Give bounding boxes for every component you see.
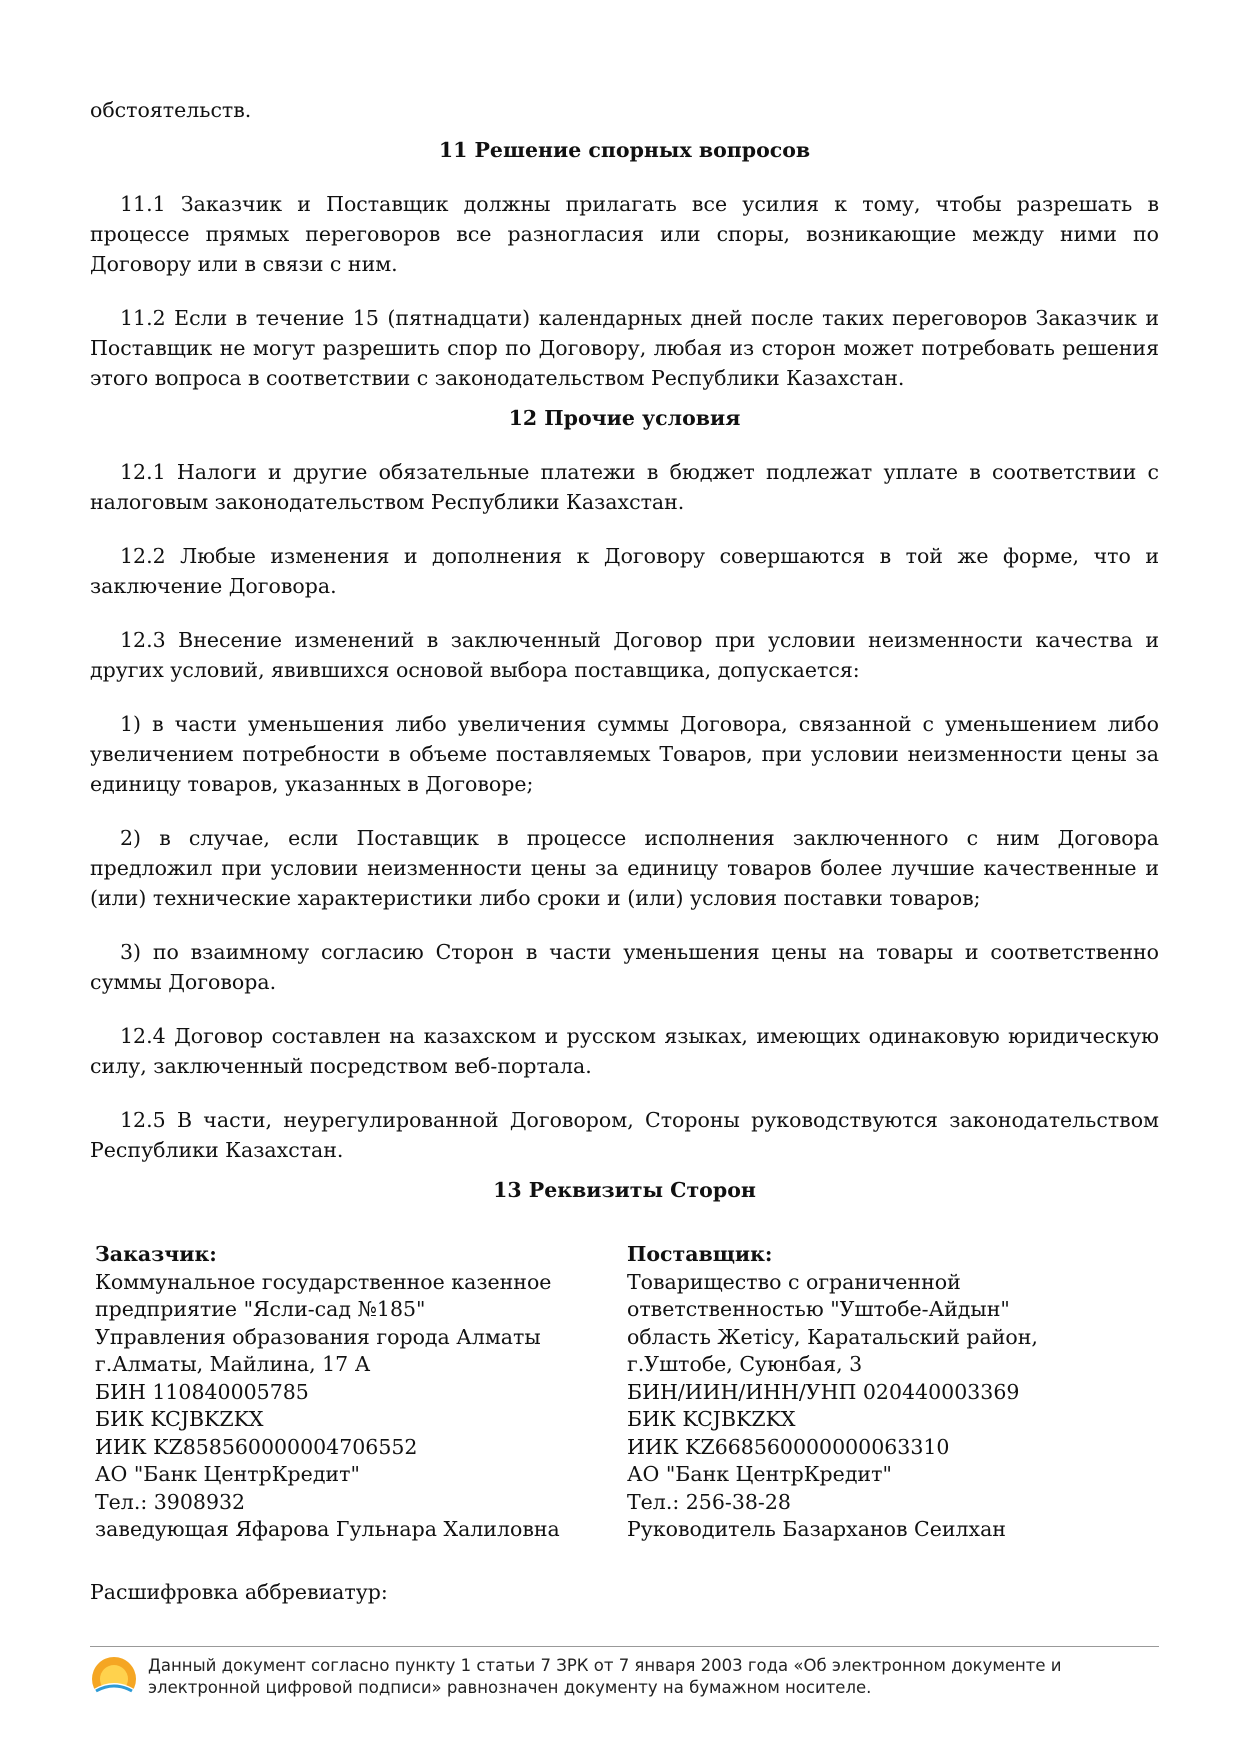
para-12-4: 12.4 Договор составлен на казахском и русском языках, имеющих одинаковую юридическую силу, заключенный посредством веб-портала. — [90, 1024, 1159, 1078]
customer-line: предприятие "Ясли-сад №185" — [95, 1297, 426, 1321]
para-11-2: 11.2 Если в течение 15 (пятнадцати) календарных дней после таких переговоров Заказчик и Поставщик не могут разрешить спор по Договору, любая из сторон может потребовать решения этого вопроса в соответствии с законодательством Республики Казахстан. — [90, 306, 1159, 390]
supplier-heading: Поставщик: — [627, 1242, 773, 1266]
customer-line: АО "Банк ЦентрКредит" — [95, 1462, 360, 1486]
customer-details — [95, 1241, 627, 1544]
supplier-line: г.Уштобе, Суюнбая, 3 — [627, 1352, 863, 1376]
supplier-details — [627, 1241, 1159, 1544]
supplier-line: АО "Банк ЦентрКредит" — [627, 1462, 892, 1486]
document-page — [90, 95, 1159, 1606]
footer — [90, 1646, 1159, 1703]
customer-line: Тел.: 3908932 — [95, 1489, 246, 1514]
supplier-line: БИК KCJBKZKX — [627, 1407, 796, 1431]
supplier-line: Руководитель Базарханов Сеилхан — [627, 1517, 1006, 1541]
lead-line: обстоятельств. — [90, 98, 252, 122]
customer-line: г.Алматы, Майлина, 17 А — [95, 1352, 371, 1376]
section-12-title: 12 Прочие условия — [508, 406, 741, 430]
para-12-3: 12.3 Внесение изменений в заключенный Договор при условии неизменности качества и других условий, явившихся основой выбора поставщика, допускается: — [90, 628, 1159, 682]
item-12-3-2: 2) в случае, если Поставщик в процессе исполнения заключенного с ним Договора предложил при условии неизменности цены за единицу товаров более лучшие качественные и (или) технические характеристики либо сроки и (или) условия поставки товаров; — [90, 826, 1159, 910]
para-12-1: 12.1 Налоги и другие обязательные платежи в бюджет подлежат уплате в соответствии с налоговым законодательством Республики Казахстан. — [90, 460, 1159, 514]
supplier-line: Товарищество с ограниченной — [627, 1269, 961, 1294]
supplier-line: БИН/ИИН/ИНН/УНП 020440003369 — [627, 1379, 1020, 1404]
item-12-3-1: 1) в части уменьшения либо увеличения суммы Договора, связанной с уменьшением либо увеличением потребности в объеме поставляемых Товаров, при условии неизменности цены за единицу товаров, указанных в Договоре; — [90, 712, 1159, 796]
para-11-1: 11.1 Заказчик и Поставщик должны прилагать все усилия к тому, чтобы разрешать в процессе прямых переговоров все разногласия или споры, возникающие между ними по Договору или в связи с ним. — [90, 192, 1159, 276]
section-11-title: 11 Решение спорных вопросов — [438, 138, 811, 162]
customer-heading: Заказчик: — [95, 1242, 217, 1266]
para-12-5: 12.5 В части, неурегулированной Договором, Стороны руководствуются законодательством Республики Казахстан. — [90, 1108, 1159, 1162]
customer-line: БИН 110840005785 — [95, 1379, 309, 1404]
customer-line: ИИК KZ858560000004706552 — [95, 1434, 418, 1459]
supplier-line: ИИК KZ668560000000063310 — [627, 1434, 950, 1459]
legal-notice-line: Данный документ согласно пункту 1 статьи 7 ЗРК от 7 января 2003 года «Об электронном документе и — [148, 1656, 1062, 1675]
section-13-title: 13 Реквизиты Сторон — [493, 1178, 756, 1202]
legal-notice — [148, 1655, 1062, 1699]
party-details — [90, 1241, 1159, 1544]
item-12-3-3: 3) по взаимному согласию Сторон в части уменьшения цены на товары и соответственно суммы Договора. — [90, 940, 1159, 994]
legal-notice-line: электронной цифровой подписи» равнозначен документу на бумажном носителе. — [148, 1678, 872, 1697]
abbreviations-label: Расшифровка аббревиатур: — [90, 1579, 388, 1604]
para-12-2: 12.2 Любые изменения и дополнения к Договору совершаются в той же форме, что и заключение Договора. — [90, 544, 1159, 598]
supplier-line: Тел.: 256-38-28 — [627, 1489, 791, 1514]
egov-sun-logo-icon — [90, 1655, 138, 1703]
customer-line: Коммунальное государственное казенное — [95, 1269, 552, 1294]
supplier-line: область Жетісу, Каратальский район, — [627, 1324, 1038, 1349]
customer-line: Управления образования города Алматы — [95, 1324, 541, 1349]
customer-line: БИК KCJBKZKX — [95, 1407, 264, 1431]
supplier-line: ответственностью "Уштобе-Айдын" — [627, 1297, 1010, 1321]
customer-line: заведующая Яфарова Гульнара Халиловна — [95, 1517, 560, 1541]
